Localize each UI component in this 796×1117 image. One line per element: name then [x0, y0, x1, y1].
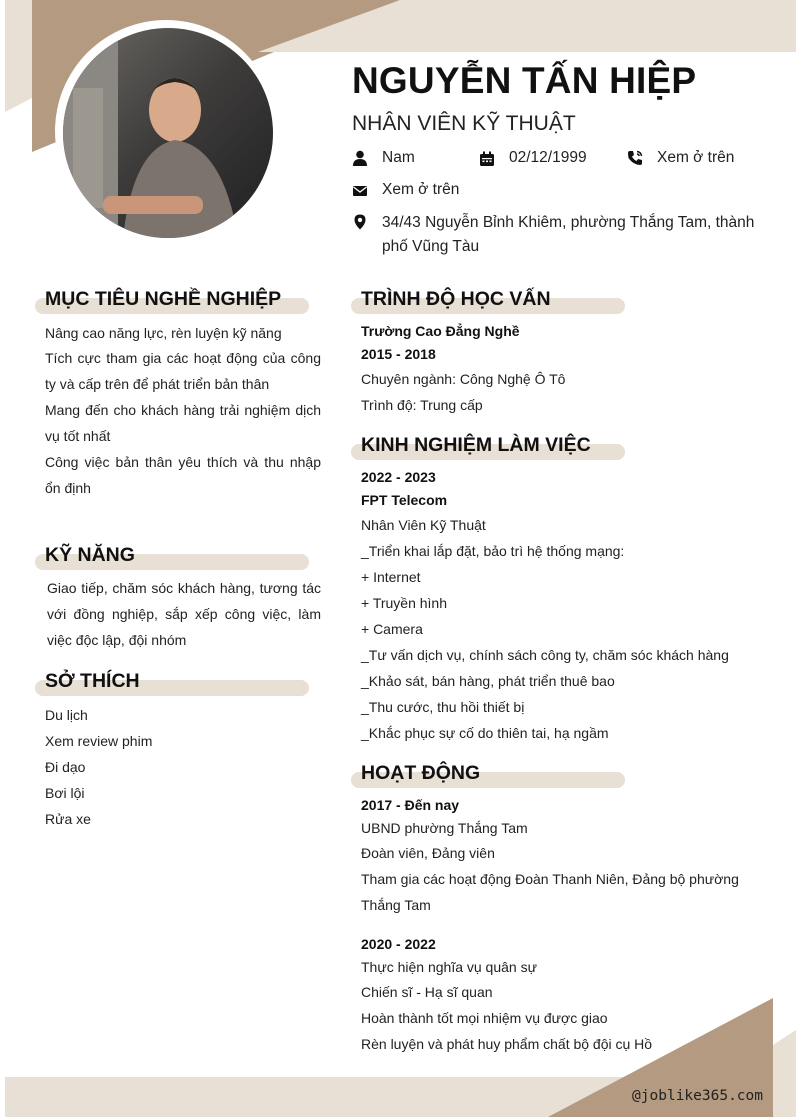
experience-line: _Tư vấn dịch vụ, chính sách công ty, chăm sóc khách hàng	[361, 647, 729, 663]
activity-line: Rèn luyện và phát huy phẩm chất bộ đội cụ Hồ	[361, 1036, 653, 1052]
location-pin-icon	[352, 214, 368, 230]
career-goal-line: Tích cực tham gia các hoạt động của công ty và cấp trên để phát triển bản thân	[45, 350, 321, 392]
education-major: Chuyên ngành: Công Nghệ Ô Tô	[361, 371, 566, 387]
activity-line: Đoàn viên, Đảng viên	[361, 845, 495, 861]
gender-value: Nam	[382, 149, 415, 166]
email-value: Xem ở trên	[382, 181, 460, 198]
user-icon	[352, 150, 368, 166]
activity-line: Hoàn thành tốt mọi nhiệm vụ được giao	[361, 1010, 608, 1026]
experience-line: Nhân Viên Kỹ Thuật	[361, 517, 486, 533]
skills-title: KỸ NĂNG	[45, 544, 135, 566]
hobby-item: Du lịch	[45, 707, 88, 723]
bottom-right-light	[773, 1030, 796, 1117]
phone-value: Xem ở trên	[657, 149, 735, 166]
avatar	[63, 28, 273, 238]
phone-icon	[627, 150, 643, 166]
education-title: TRÌNH ĐỘ HỌC VẤN	[361, 288, 551, 310]
address-value: 34/43 Nguyễn Bỉnh Khiêm, phường Thắng Tam, thành phố Vũng Tàu	[382, 214, 755, 255]
hobbies-title: SỞ THÍCH	[45, 670, 140, 692]
education-school: Trường Cao Đẳng Nghề	[361, 323, 520, 339]
activity-line: Thực hiện nghĩa vụ quân sự	[361, 959, 537, 975]
experience-line: + Truyền hình	[361, 595, 448, 611]
experience-line: _Khảo sát, bán hàng, phát triển thuê bao	[361, 673, 615, 689]
career-goal-line: Công việc bản thân yêu thích và thu nhập ổn định	[45, 454, 321, 496]
activity-period: 2020 - 2022	[361, 936, 436, 952]
education-level: Trình độ: Trung cấp	[361, 397, 483, 413]
birthday-value: 02/12/1999	[509, 149, 587, 166]
left-strip	[5, 0, 32, 112]
experience-line: + Camera	[361, 621, 423, 637]
activity-line: Chiến sĩ - Hạ sĩ quan	[361, 984, 493, 1000]
activity-line: UBND phường Thắng Tam	[361, 820, 528, 836]
education-period: 2015 - 2018	[361, 346, 436, 362]
calendar-icon	[479, 151, 495, 167]
career-goal-line: Mang đến cho khách hàng trải nghiệm dịch vụ tốt nhất	[45, 402, 321, 444]
activity-line: Thắng Tam	[361, 897, 431, 913]
experience-line: _Khắc phục sự cố do thiên tai, hạ ngầm	[361, 725, 609, 741]
hobby-item: Đi dạo	[45, 759, 86, 775]
career-goal-line: Nâng cao năng lực, rèn luyện kỹ năng	[45, 325, 282, 341]
hobby-item: Rửa xe	[45, 811, 91, 827]
activity-period: 2017 - Đến nay	[361, 797, 460, 813]
footer-brand: @joblike365.com	[632, 1088, 763, 1104]
activities-title: HOẠT ĐỘNG	[361, 762, 481, 784]
experience-line: _Thu cước, thu hồi thiết bị	[361, 699, 525, 715]
job-title: NHÂN VIÊN KỸ THUẬT	[352, 112, 576, 135]
activity-line: Tham gia các hoạt động Đoàn Thanh Niên, Đảng bộ phường	[361, 871, 739, 887]
career-goal-title: MỤC TIÊU NGHỀ NGHIỆP	[45, 288, 282, 310]
experience-line: _Triển khai lắp đặt, bảo trì hệ thống mạng:	[361, 543, 625, 559]
email-icon	[352, 183, 368, 199]
skills-text: Giao tiếp, chăm sóc khách hàng, tương tác với đồng nghiệp, sắp xếp công việc, làm việc độc lập, đội nhóm	[47, 580, 321, 648]
experience-title: KINH NGHIỆM LÀM VIỆC	[361, 434, 591, 456]
hobby-item: Bơi lội	[45, 785, 85, 801]
experience-period: 2022 - 2023	[361, 469, 436, 485]
experience-company: FPT Telecom	[361, 492, 448, 508]
experience-line: + Internet	[361, 569, 421, 585]
hobby-item: Xem review phim	[45, 733, 153, 749]
candidate-name: NGUYỄN TẤN HIỆP	[352, 60, 697, 101]
